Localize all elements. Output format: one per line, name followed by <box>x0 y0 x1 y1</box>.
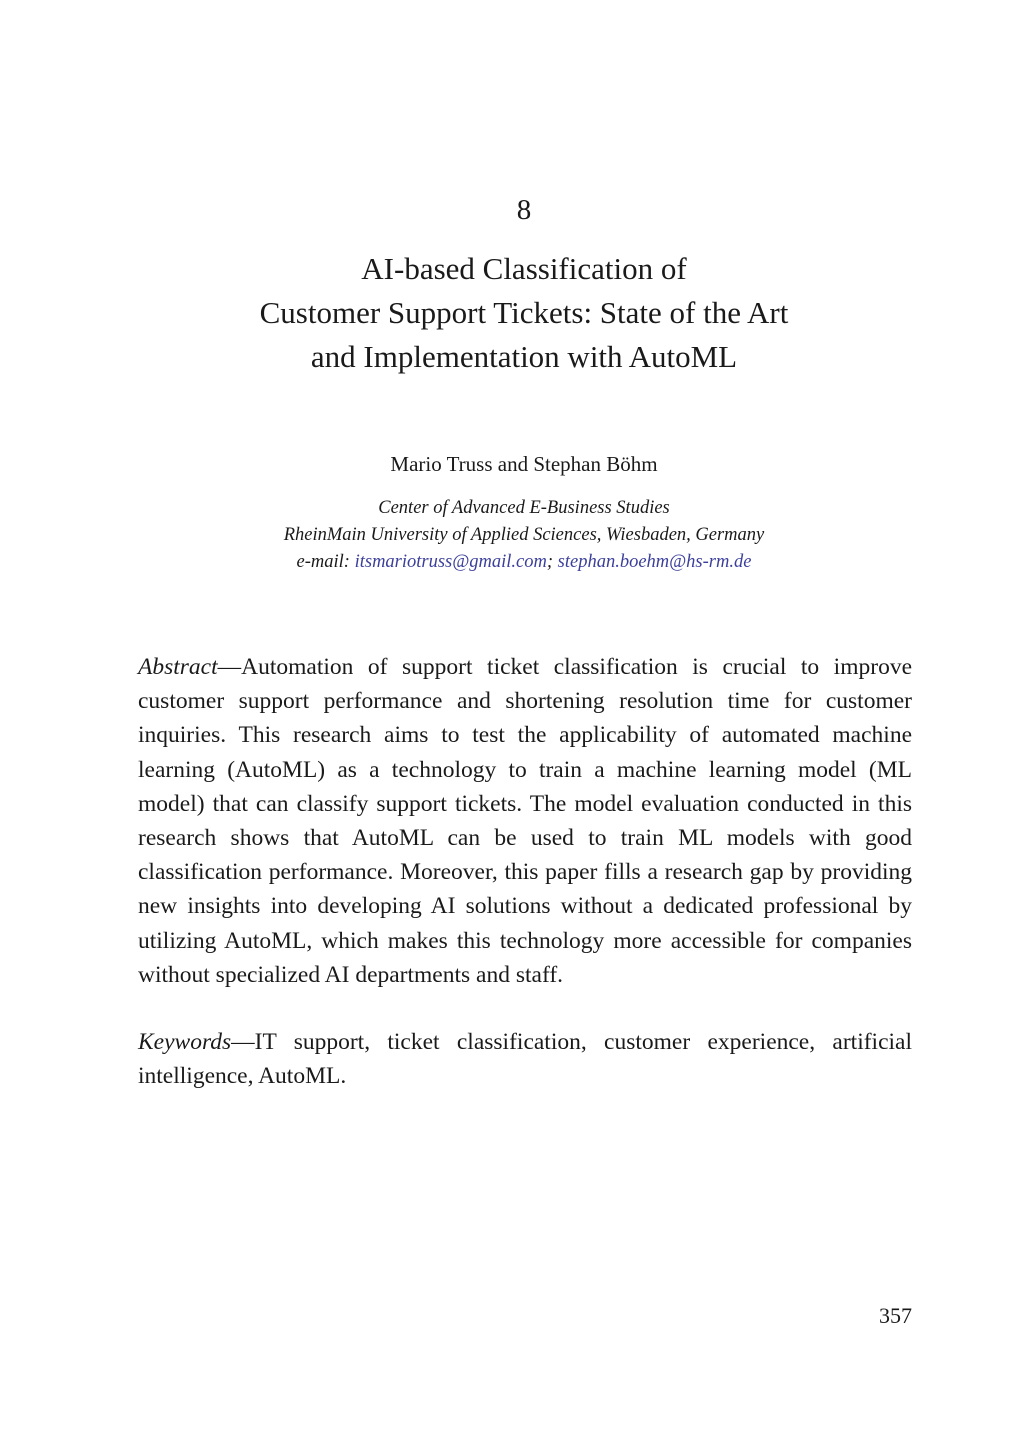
authors: Mario Truss and Stephan Böhm <box>390 452 658 476</box>
abstract-dash: — <box>217 654 242 680</box>
abstract-paragraph <box>138 650 912 992</box>
affiliation-center: Center of Advanced E-Business Studies <box>378 498 670 518</box>
chapter-number: 8 <box>516 194 532 226</box>
chapter-title <box>0 247 1024 379</box>
keywords-dash: — <box>231 1029 255 1055</box>
email-link-boehm[interactable]: stephan.boehm@hs-rm.de <box>557 552 752 572</box>
page-number: 357 <box>879 1303 912 1328</box>
abstract-text: Automation of support ticket classification is crucial to improve customer support performance and shortening resolution time for customer inquiries. This research aims to test the applicability of automated machine learning (AutoML) as a technology to train a machine learning model (ML model) that can classify support tickets. The model evaluation conducted in this research shows that AutoML can be used to train ML models with good classification performance. Moreover, this paper fills a research gap by providing new insights into developing AI solutions without a dedicated professional by utilizing AutoML, which makes this technology more accessible for companies without specialized AI departments and staff. <box>138 654 912 988</box>
abstract-label: Abstract <box>138 654 218 680</box>
affiliation-block <box>0 495 1024 576</box>
email-label: e-mail: <box>296 552 355 572</box>
title-line-2: Customer Support Tickets: State of the Art <box>259 295 789 330</box>
keywords-paragraph <box>138 1025 912 1093</box>
title-line-3: and Implementation with AutoML <box>310 339 738 374</box>
email-line <box>0 549 1024 576</box>
keywords-text: IT support, ticket classification, customer experience, artificial intelligence, AutoML. <box>138 1029 912 1090</box>
affiliation-university: RheinMain University of Applied Sciences, Wiesbaden, Germany <box>283 525 765 545</box>
title-line-1: AI-based Classification of <box>361 251 687 286</box>
email-link-truss[interactable]: itsmariotruss@gmail.com <box>354 552 547 572</box>
keywords-label: Keywords <box>138 1029 232 1055</box>
email-separator: ; <box>546 552 558 572</box>
